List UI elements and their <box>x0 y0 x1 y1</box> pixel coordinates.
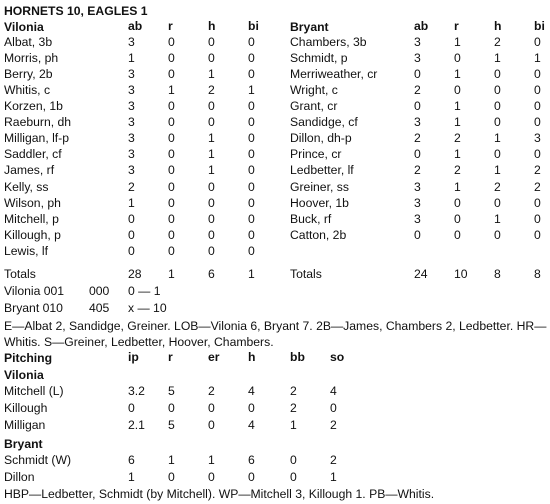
pitching-stat: 2 <box>330 418 337 433</box>
bryant-player-name: Sandidge, cf <box>290 115 358 130</box>
pitching-stat: 2 <box>330 452 337 467</box>
bryant-stat: 0 <box>494 99 501 114</box>
bryant-player-name: Hoover, 1b <box>290 195 349 210</box>
vilonia-stat: 1 <box>208 163 215 178</box>
bryant-stat: 0 <box>494 147 501 162</box>
vilonia-stat: 3 <box>128 163 135 178</box>
vilonia-totals-value: 1 <box>168 267 175 281</box>
vilonia-totals-value: 6 <box>208 267 215 281</box>
pitching-stat: 1 <box>290 418 297 433</box>
bryant-stat: 3 <box>414 115 421 130</box>
pitching-stat: 3.2 <box>128 384 145 398</box>
vilonia-stat: 0 <box>208 115 215 130</box>
pitching-stat: 5 <box>168 418 175 433</box>
game-notes-line-2: Whitis. S—Greiner, Ledbetter, Hoover, Chambers. <box>4 335 274 349</box>
bryant-stat: 1 <box>454 99 461 114</box>
vilonia-stat: 1 <box>128 51 135 66</box>
pitching-stat: 4 <box>330 384 337 398</box>
vilonia-stat: 2 <box>128 179 135 194</box>
pitching-stat: 0 <box>248 469 255 484</box>
bryant-stat: 2 <box>534 163 541 178</box>
bryant-player-name: Catton, 2b <box>290 227 347 242</box>
bryant-header-h: h <box>494 19 502 33</box>
bryant-stat: 0 <box>534 67 541 82</box>
pitching-team-name: Vilonia <box>4 368 44 382</box>
vilonia-stat: 1 <box>128 195 135 210</box>
bryant-team-name: Bryant <box>290 20 329 34</box>
pitching-stat: 0 <box>168 401 175 416</box>
vilonia-stat: 0 <box>168 99 175 114</box>
pitching-stat: 1 <box>208 452 215 467</box>
bryant-stat: 2 <box>454 131 461 146</box>
vilonia-player-name: Killough, p <box>4 227 61 242</box>
bryant-totals-value: 8 <box>494 267 501 281</box>
bryant-stat: 2 <box>494 35 501 50</box>
vilonia-totals-value: 1 <box>248 267 255 281</box>
vilonia-stat: 1 <box>168 83 175 98</box>
bryant-totals-value: 10 <box>454 267 468 281</box>
pitching-stat: 0 <box>208 401 215 416</box>
vilonia-stat: 0 <box>168 131 175 146</box>
pitching-header-h: h <box>248 350 256 364</box>
pitching-title: Pitching <box>4 351 53 365</box>
bryant-stat: 3 <box>534 131 541 146</box>
vilonia-stat: 0 <box>168 115 175 130</box>
vilonia-stat: 0 <box>248 131 255 146</box>
linescore-final: x — 10 <box>128 301 167 315</box>
bryant-stat: 2 <box>414 163 421 178</box>
vilonia-player-name: Wilson, ph <box>4 195 61 210</box>
bryant-stat: 0 <box>494 227 501 242</box>
bryant-stat: 2 <box>414 131 421 146</box>
vilonia-player-name: Saddler, cf <box>4 147 62 162</box>
vilonia-stat: 0 <box>168 195 175 210</box>
bryant-stat: 3 <box>414 195 421 210</box>
vilonia-stat: 0 <box>248 99 255 114</box>
pitching-stat: 4 <box>248 384 255 398</box>
vilonia-totals-value: 28 <box>128 267 142 281</box>
vilonia-player-name: Korzen, 1b <box>4 99 63 114</box>
vilonia-stat: 2 <box>208 83 215 98</box>
vilonia-stat: 0 <box>248 51 255 66</box>
bryant-player-name: Wright, c <box>290 83 338 98</box>
bryant-player-name: Buck, rf <box>290 211 332 226</box>
bryant-stat: 0 <box>534 83 541 98</box>
vilonia-stat: 1 <box>208 67 215 82</box>
bryant-player-name: Ledbetter, lf <box>290 163 354 178</box>
vilonia-stat: 0 <box>168 243 175 258</box>
bryant-stat: 0 <box>414 227 421 242</box>
bryant-stat: 3 <box>414 179 421 194</box>
bryant-totals-value: 24 <box>414 267 428 281</box>
vilonia-stat: 0 <box>248 35 255 50</box>
pitching-notes: HBP—Ledbetter, Schmidt (by Mitchell). WP—Mitchell 3, Killough 1. PB—Whitis. <box>4 487 435 501</box>
bryant-header-ab: ab <box>414 19 429 33</box>
vilonia-player-name: James, rf <box>4 163 55 178</box>
bryant-stat: 1 <box>454 35 461 50</box>
pitching-stat: 0 <box>330 401 337 416</box>
pitching-stat: 1 <box>330 469 337 484</box>
vilonia-stat: 0 <box>168 211 175 226</box>
vilonia-stat: 0 <box>248 211 255 226</box>
pitching-stat: 0 <box>208 469 215 484</box>
bryant-stat: 0 <box>454 227 461 242</box>
pitcher-name: Dillon <box>4 469 35 484</box>
bryant-totals-label: Totals <box>290 267 322 281</box>
bryant-player-name: Schmidt, p <box>290 51 348 66</box>
pitching-stat: 0 <box>168 469 175 484</box>
pitching-stat: 1 <box>168 452 175 467</box>
pitching-stat: 0 <box>248 401 255 416</box>
vilonia-stat: 0 <box>168 67 175 82</box>
vilonia-stat: 0 <box>168 227 175 242</box>
vilonia-stat: 0 <box>208 99 215 114</box>
pitching-stat: 0 <box>128 401 135 416</box>
bryant-player-name: Greiner, ss <box>290 179 349 194</box>
bryant-player-name: Grant, cr <box>290 99 338 114</box>
vilonia-stat: 1 <box>208 147 215 162</box>
vilonia-stat: 0 <box>248 195 255 210</box>
vilonia-stat: 0 <box>168 147 175 162</box>
bryant-stat: 3 <box>414 35 421 50</box>
vilonia-stat: 0 <box>128 211 135 226</box>
bryant-header-r: r <box>454 19 459 33</box>
vilonia-stat: 0 <box>208 195 215 210</box>
bryant-stat: 1 <box>494 163 501 178</box>
bryant-stat: 3 <box>414 211 421 226</box>
bryant-stat: 2 <box>534 179 541 194</box>
vilonia-player-name: Lewis, lf <box>4 243 49 258</box>
vilonia-header-ab: ab <box>128 19 143 33</box>
bryant-stat: 1 <box>494 51 501 66</box>
vilonia-stat: 0 <box>208 211 215 226</box>
bryant-player-name: Prince, cr <box>290 147 342 162</box>
vilonia-stat: 3 <box>128 67 135 82</box>
bryant-stat: 0 <box>494 195 501 210</box>
headline: HORNETS 10, EAGLES 1 <box>4 4 148 18</box>
bryant-stat: 0 <box>414 99 421 114</box>
bryant-stat: 0 <box>494 67 501 82</box>
bryant-stat: 2 <box>454 163 461 178</box>
bryant-player-name: Merriweather, cr <box>290 67 378 82</box>
vilonia-stat: 0 <box>208 227 215 242</box>
pitching-stat: 2.1 <box>128 418 145 433</box>
pitching-stat: 0 <box>208 418 215 433</box>
pitching-stat: 2 <box>290 401 297 416</box>
game-notes-line-1: E—Albat 2, Sandidge, Greiner. LOB—Vilonia 6, Bryant 7. 2B—James, Chambers 2, Ledbetter. HR— <box>4 319 547 333</box>
linescore-team-innings: Vilonia 001 <box>4 284 65 298</box>
vilonia-stat: 3 <box>128 35 135 50</box>
bryant-stat: 2 <box>494 179 501 194</box>
bryant-stat: 0 <box>414 67 421 82</box>
bryant-stat: 0 <box>534 211 541 226</box>
pitching-stat: 6 <box>128 452 135 467</box>
bryant-stat: 1 <box>454 147 461 162</box>
bryant-stat: 0 <box>494 115 501 130</box>
linescore-team-innings: Bryant 010 <box>4 301 63 315</box>
linescore-final: 0 — 1 <box>128 284 161 298</box>
vilonia-stat: 0 <box>248 67 255 82</box>
bryant-totals-value: 8 <box>534 267 541 281</box>
vilonia-stat: 0 <box>128 227 135 242</box>
pitcher-name: Milligan <box>4 418 46 433</box>
vilonia-stat: 0 <box>128 243 135 258</box>
pitching-header-ip: ip <box>128 350 139 364</box>
bryant-player-name: Dillon, dh-p <box>290 131 352 146</box>
bryant-stat: 0 <box>534 147 541 162</box>
bryant-stat: 0 <box>454 83 461 98</box>
bryant-stat: 0 <box>534 195 541 210</box>
vilonia-stat: 1 <box>248 83 255 98</box>
bryant-stat: 0 <box>494 83 501 98</box>
bryant-stat: 3 <box>414 51 421 66</box>
bryant-stat: 0 <box>454 51 461 66</box>
pitching-header-so: so <box>330 350 345 364</box>
vilonia-stat: 3 <box>128 147 135 162</box>
pitching-stat: 2 <box>208 384 215 398</box>
bryant-stat: 1 <box>494 131 501 146</box>
vilonia-header-bi: bi <box>248 19 259 33</box>
bryant-stat: 2 <box>414 83 421 98</box>
pitching-header-r: r <box>168 350 173 364</box>
vilonia-player-name: Whitis, c <box>4 83 51 98</box>
vilonia-stat: 0 <box>248 227 255 242</box>
vilonia-stat: 1 <box>208 131 215 146</box>
vilonia-stat: 0 <box>208 51 215 66</box>
vilonia-player-name: Kelly, ss <box>4 179 49 194</box>
bryant-stat: 0 <box>534 99 541 114</box>
vilonia-player-name: Morris, ph <box>4 51 59 66</box>
pitching-stat: 4 <box>248 418 255 433</box>
bryant-stat: 1 <box>534 51 541 66</box>
vilonia-stat: 0 <box>168 35 175 50</box>
vilonia-player-name: Milligan, lf-p <box>4 131 70 146</box>
pitching-stat: 0 <box>290 469 297 484</box>
pitching-stat: 6 <box>248 452 255 467</box>
pitching-stat: 0 <box>290 452 297 467</box>
vilonia-stat: 0 <box>248 179 255 194</box>
pitching-team-name: Bryant <box>4 436 43 451</box>
linescore-middle-innings: 000 <box>89 284 110 298</box>
vilonia-stat: 3 <box>128 83 135 98</box>
vilonia-stat: 0 <box>248 147 255 162</box>
vilonia-stat: 0 <box>208 179 215 194</box>
vilonia-stat: 0 <box>248 163 255 178</box>
vilonia-header-h: h <box>208 19 216 33</box>
linescore-middle-innings: 405 <box>89 301 110 315</box>
vilonia-stat: 0 <box>168 163 175 178</box>
pitcher-name: Killough <box>4 401 48 416</box>
bryant-stat: 0 <box>454 211 461 226</box>
pitching-header-er: er <box>208 350 220 364</box>
vilonia-stat: 0 <box>248 115 255 130</box>
pitcher-name: Mitchell (L) <box>4 384 64 398</box>
bryant-stat: 1 <box>454 115 461 130</box>
pitching-header-bb: bb <box>290 350 305 364</box>
pitching-stat: 5 <box>168 384 175 398</box>
pitching-stat: 1 <box>128 469 135 484</box>
vilonia-stat: 3 <box>128 99 135 114</box>
vilonia-team-name: Vilonia <box>4 20 44 34</box>
vilonia-player-name: Berry, 2b <box>4 67 53 82</box>
bryant-stat: 0 <box>534 227 541 242</box>
vilonia-player-name: Raeburn, dh <box>4 115 72 130</box>
bryant-stat: 0 <box>534 35 541 50</box>
vilonia-stat: 0 <box>248 243 255 258</box>
pitching-stat: 2 <box>290 384 297 398</box>
bryant-stat: 1 <box>494 211 501 226</box>
vilonia-stat: 3 <box>128 131 135 146</box>
vilonia-stat: 3 <box>128 115 135 130</box>
bryant-stat: 1 <box>454 67 461 82</box>
bryant-player-name: Chambers, 3b <box>290 35 367 50</box>
vilonia-player-name: Albat, 3b <box>4 35 53 50</box>
bryant-stat: 0 <box>414 147 421 162</box>
bryant-stat: 0 <box>534 115 541 130</box>
vilonia-stat: 0 <box>208 35 215 50</box>
vilonia-header-r: r <box>168 19 173 33</box>
bryant-header-bi: bi <box>534 19 545 33</box>
vilonia-player-name: Mitchell, p <box>4 211 59 226</box>
vilonia-stat: 0 <box>208 243 215 258</box>
vilonia-totals-label: Totals <box>4 267 36 281</box>
vilonia-stat: 0 <box>168 51 175 66</box>
bryant-stat: 0 <box>454 195 461 210</box>
bryant-stat: 1 <box>454 179 461 194</box>
vilonia-stat: 0 <box>168 179 175 194</box>
pitcher-name: Schmidt (W) <box>4 452 72 467</box>
